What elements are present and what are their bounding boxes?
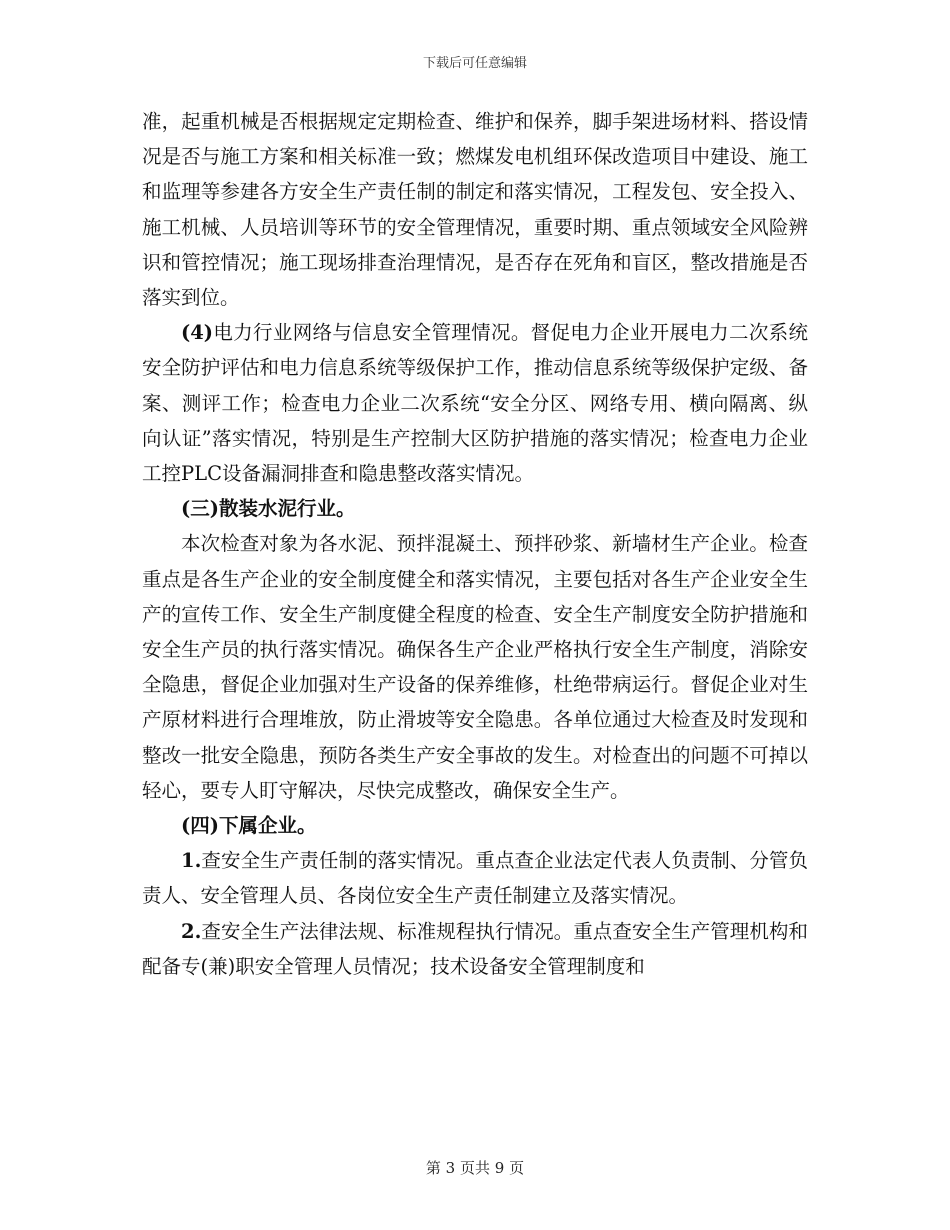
paragraph-item-4 xyxy=(142,315,808,491)
paragraph-text: 准，起重机械是否根据规定定期检查、维护和保养，脚手架进场材料、搭设情况是否与施工方案和相关标准一致；燃煤发电机组环保改造项目中建设、施工和监理等参建各方安全生产责任制的制定和落实情况，工程发包、安全投入、施工机械、人员培训等环节的安全管理情况，重要时期、重点领域安全风险辨识和管控情况；施工现场排查治理情况，是否存在死角和盲区，整改措施是否落实到位。 xyxy=(142,110,808,310)
page-header: 下载后可任意编辑 xyxy=(422,56,527,71)
section-heading-subsidiaries xyxy=(142,808,808,843)
document-body xyxy=(142,104,808,984)
item-number: (4) xyxy=(181,321,214,345)
paragraph-continuation xyxy=(142,104,808,315)
item-number: 1. xyxy=(181,849,202,873)
paragraph-bulk-cement xyxy=(142,526,808,808)
heading-text: (三)散装水泥行业。 xyxy=(181,497,356,521)
section-heading-bulk-cement xyxy=(142,491,808,526)
paragraph-item-2 xyxy=(142,914,808,984)
paragraph-item-1 xyxy=(142,843,808,913)
page-footer: 第 3 页共 9 页 xyxy=(425,1159,525,1177)
paragraph-text: 查安全生产法律法规、标准规程执行情况。重点查安全生产管理机构和配备专(兼)职安全管理人员情况；技术设备安全管理制度和 xyxy=(142,919,808,978)
paragraph-text: 查安全生产责任制的落实情况。重点查企业法定代表人负责制、分管负责人、安全管理人员、各岗位安全生产责任制建立及落实情况。 xyxy=(142,849,808,908)
heading-text: (四)下属企业。 xyxy=(181,814,317,838)
paragraph-text: 本次检查对象为各水泥、预拌混凝土、预拌砂浆、新墙材生产企业。检查重点是各生产企业的安全制度健全和落实情况，主要包括对各生产企业安全生产的宣传工作、安全生产制度健全程度的检查、安全生产制度安全防护措施和安全生产员的执行落实情况。确保各生产企业严格执行安全生产制度，消除安全隐患，督促企业加强对生产设备的保养维修，杜绝带病运行。督促企业对生产原材料进行合理堆放，防止滑坡等安全隐患。各单位通过大检查及时发现和整改一批安全隐患，预防各类生产安全事故的发生。对检查出的问题不可掉以轻心，要专人盯守解决，尽快完成整改，确保安全生产。 xyxy=(142,532,808,802)
item-number: 2. xyxy=(181,919,202,943)
paragraph-text: 电力行业网络与信息安全管理情况。督促电力企业开展电力二次系统安全防护评估和电力信息系统等级保护工作，推动信息系统等级保护定级、备案、测评工作；检查电力企业二次系统“安全分区、网络专用、横向隔离、纵向认证”落实情况，特别是生产控制大区防护措施的落实情况；检查电力企业工控PLC设备漏洞排查和隐患整改落实情况。 xyxy=(142,321,808,486)
